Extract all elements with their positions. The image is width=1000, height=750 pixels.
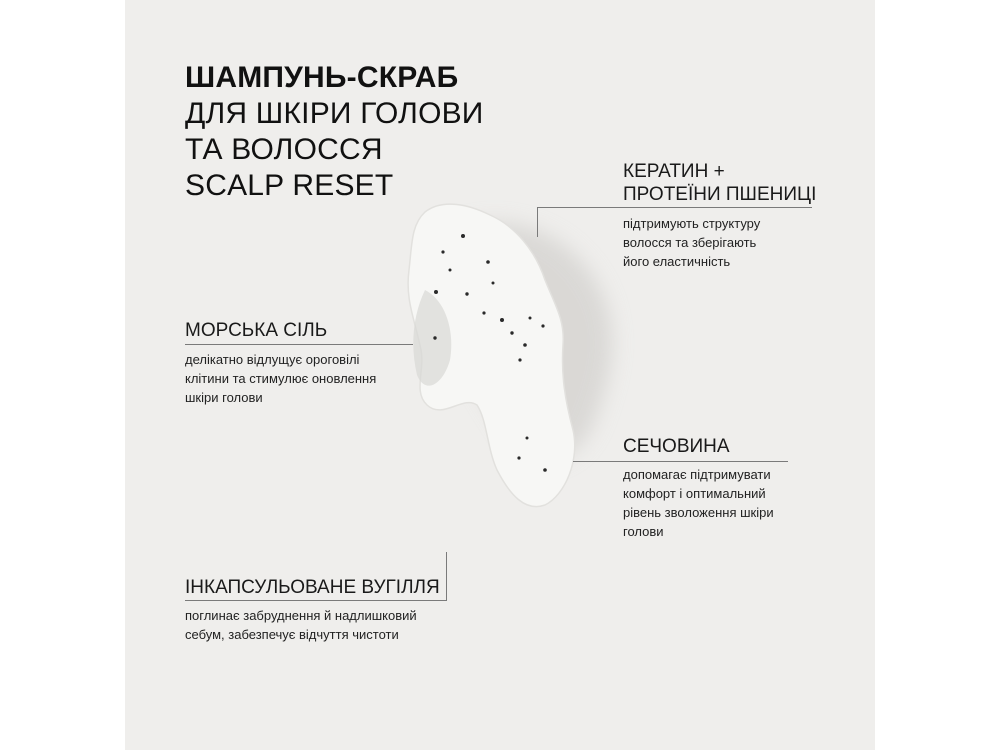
product-title bbox=[185, 60, 484, 204]
ingredient-urea-name: СЕЧОВИНА bbox=[623, 436, 730, 457]
charcoal-callout-leader bbox=[446, 552, 447, 600]
urea-callout-line bbox=[573, 461, 788, 462]
product-title-line: ТА ВОЛОССЯ bbox=[185, 133, 383, 166]
ingredient-keratin-name: КЕРАТИН + ПРОТЕЇНИ ПШЕНИЦІ bbox=[623, 161, 817, 205]
charcoal-callout-line bbox=[185, 600, 447, 601]
ingredient-keratin-description: підтримують структуру волосся та зберігають його еластичність bbox=[623, 216, 761, 269]
sea-salt-callout-line bbox=[185, 344, 413, 345]
ingredient-charcoal-name: ІНКАПСУЛЬОВАНЕ ВУГІЛЛЯ bbox=[185, 577, 440, 598]
ingredient-sea-salt-description: делікатно відлущує ороговілі клітини та стимулює оновлення шкіри голови bbox=[185, 352, 377, 405]
keratin-callout-leader bbox=[537, 207, 538, 237]
product-title-bold: ШАМПУНЬ-СКРАБ bbox=[185, 61, 459, 94]
keratin-callout-line bbox=[537, 207, 812, 208]
product-title-line: ДЛЯ ШКІРИ ГОЛОВИ bbox=[185, 97, 484, 130]
ingredient-charcoal-description: поглинає забруднення й надлишковий себум, забезпечує відчуття чистоти bbox=[185, 608, 417, 642]
ingredient-sea-salt-name: МОРСЬКА СІЛЬ bbox=[185, 320, 328, 341]
ingredient-urea-description: допомагає підтримувати комфорт і оптимальний рівень зволоження шкіри голови bbox=[623, 467, 774, 539]
product-infographic-panel bbox=[125, 0, 875, 750]
product-title-line: SCALP RESET bbox=[185, 169, 394, 202]
